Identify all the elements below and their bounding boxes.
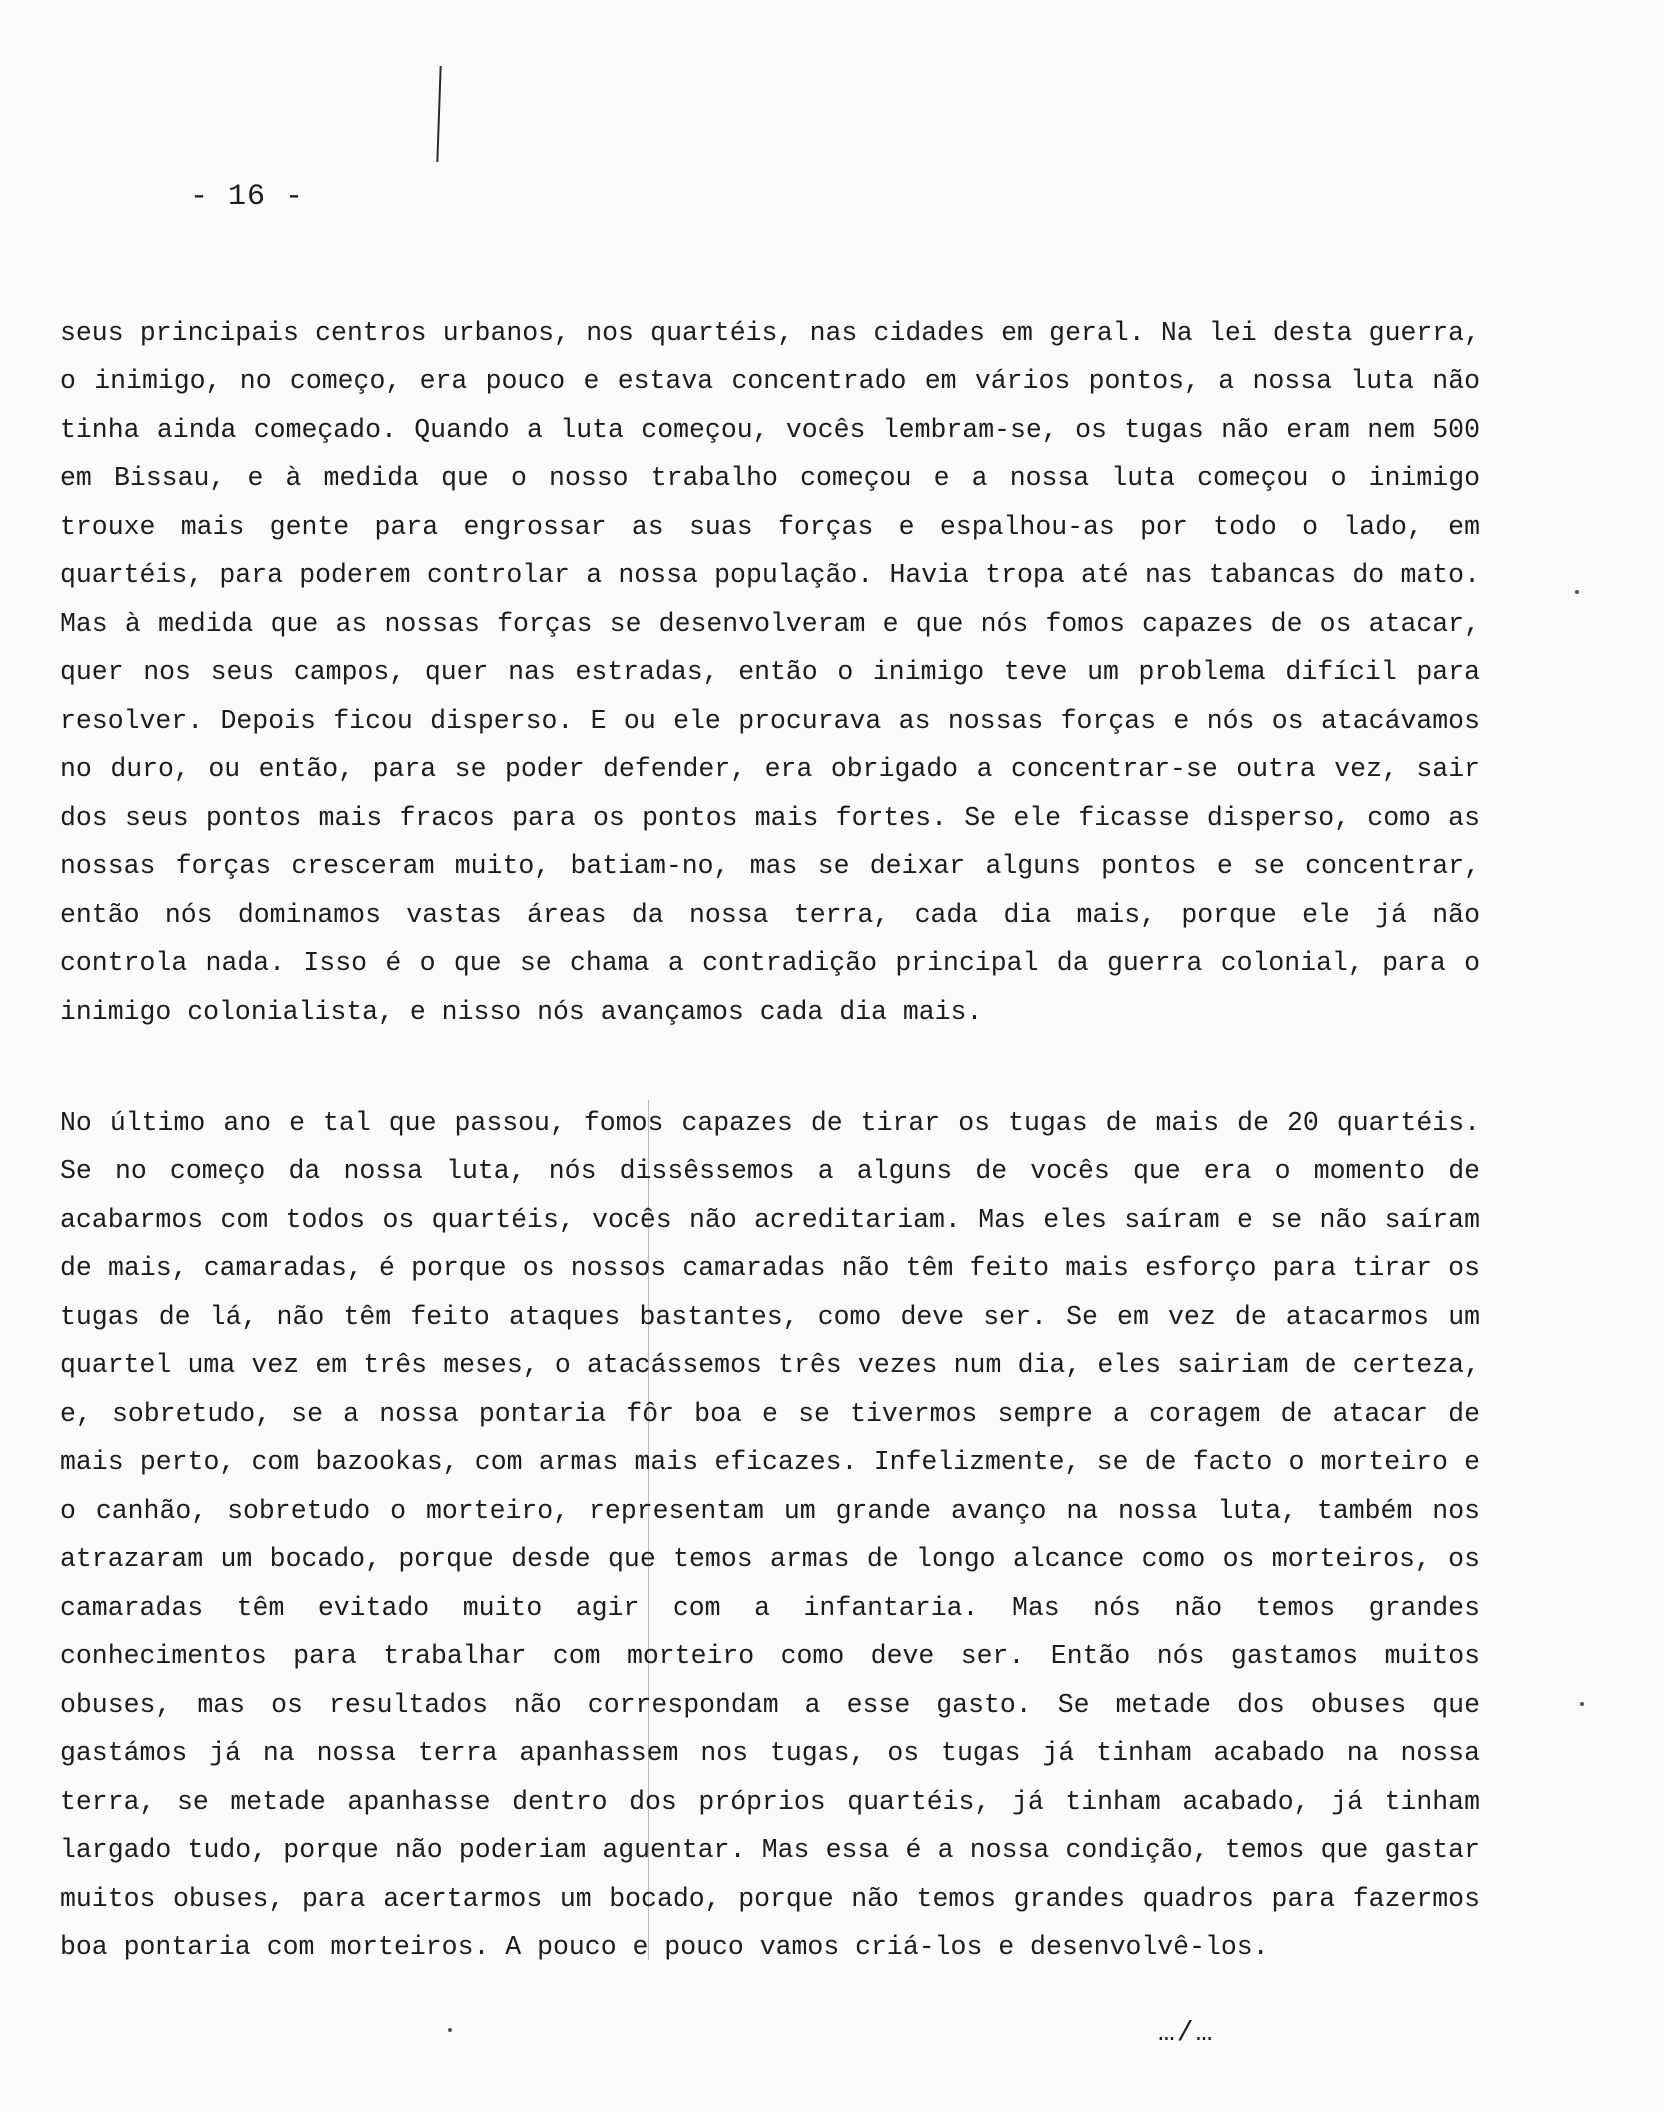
pen-mark — [436, 66, 441, 162]
paragraph-1: seus principais centros urbanos, nos quartéis, nas cidades em geral. Na lei desta guerra, o inimigo, no começo, era pouco e estava concentrado em vários pontos, a nossa luta não tinha ainda começado. Quando a luta começou, vocês lembram-se, os tugas não eram nem 500 em Bissau, e à medida que o nosso trabalho começou e a nossa luta começou o inimigo trouxe mais gente para engrossar as suas forças e espalhou-as por todo o lado, em quartéis, para poderem controlar a nossa população. Havia tropa até nas tabancas do mato. Mas à medida que as nossas forças se desenvolveram e que nós fomos capazes de os atacar, quer nos seus campos, quer nas estradas, então o inimigo teve um problema difícil para resolver. Depois ficou disperso. E ou ele procurava as nossas forças e nós os atacávamos no duro, ou então, para se poder defender, era obrigado a concentrar-se outra vez, sair dos seus pontos mais fracos para os pontos mais fortes. Se ele ficasse disperso, como as nossas forças cresceram muito, batiam-no, mas se deixar alguns pontos e se concentrar, então nós dominamos vastas áreas da nossa terra, cada dia mais, porque ele já não controla nada. Isso é o que se chama a contradição principal da guerra colonial, para o inimigo colonialista, e nisso nós avançamos cada dia mais. — [60, 317, 1480, 1027]
paper-speck — [448, 2028, 452, 2032]
paper-speck — [1580, 1702, 1584, 1706]
continuation-mark: …/… — [1158, 2018, 1215, 2049]
page-number: - 16 - — [190, 180, 305, 214]
paper-speck — [1575, 590, 1579, 594]
paragraph-2: No último ano e tal que passou, fomos capazes de tirar os tugas de mais de 20 quartéis. Se no começo da nossa luta, nós dissêssemos a alguns de vocês que era o momento de acabarmos com todos os quartéis, vocês não acreditariam. Mas eles saíram e se não saíram de mais, camaradas, é porque os nossos camaradas não têm feito mais esforço para tirar os tugas de lá, não têm feito ataques bastantes, como deve ser. Se em vez de atacarmos um quartel uma vez em três meses, o atacássemos três vezes num dia, eles sairiam de certeza, e, sobretudo, se a nossa pontaria fôr boa e se tivermos sempre a coragem de atacar de mais perto, com bazookas, com armas mais eficazes. Infelizmente, se de facto o morteiro e o canhão, sobretudo o morteiro, representam um grande avanço na nossa luta, também nos atrazaram um bocado, porque desde que temos armas de longo alcance como os morteiros, os camaradas têm evitado muito agir com a infantaria. Mas nós não temos grandes conhecimentos para trabalhar com morteiro como deve ser. Então nós gastamos muitos obuses, mas os resultados não correspondam a esse gasto. Se metade dos obuses que gastámos já na nossa terra apanhassem nos tugas, os tugas já tinham acabado na nossa terra, se metade apanhasse dentro dos próprios quartéis, já tinham acabado, já tinham largado tudo, porque não poderiam aguentar. Mas essa é a nossa condição, temos que gastar muitos obuses, para acertarmos um bocado, porque não temos grandes quadros para fazermos boa pontaria com morteiros. A pouco e pouco vamos criá-los e desenvolvê-los. — [60, 1107, 1480, 1962]
